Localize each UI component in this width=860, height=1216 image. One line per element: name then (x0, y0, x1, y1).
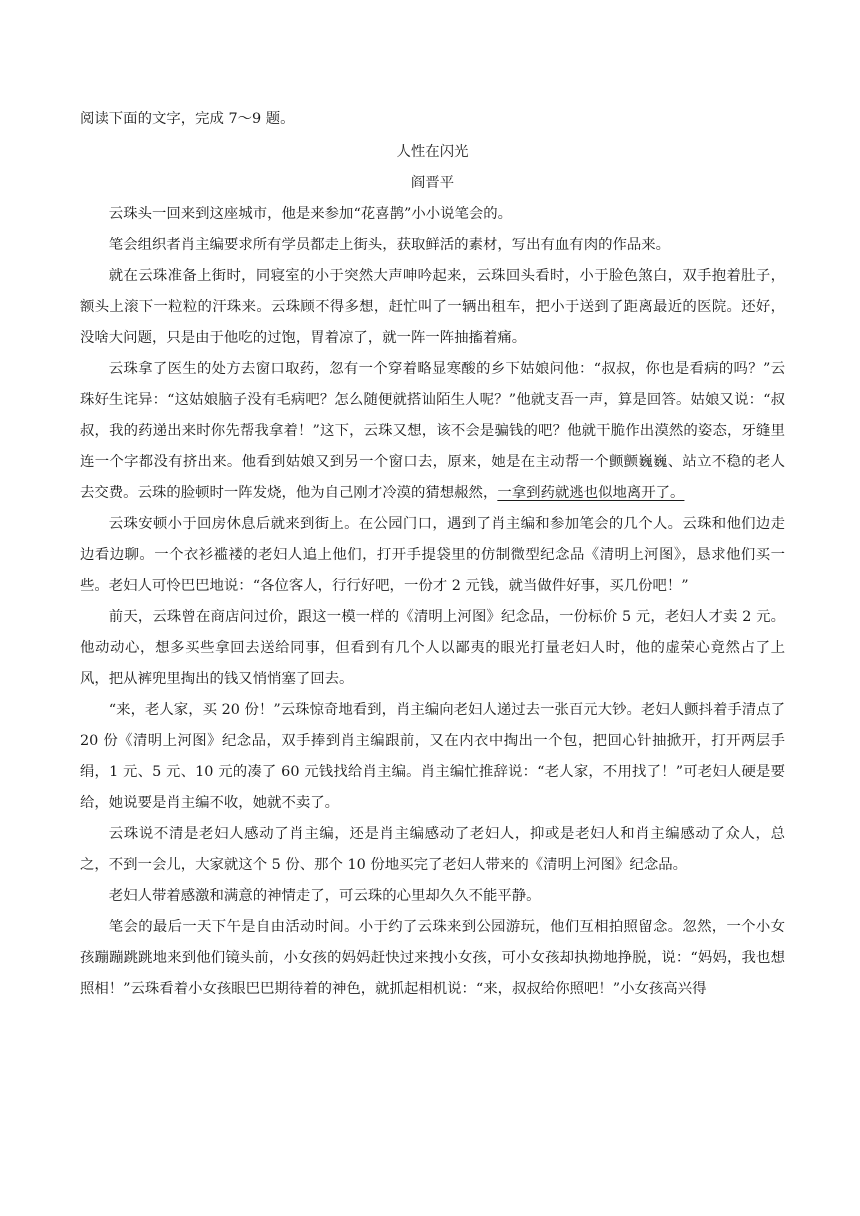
underlined-phrase: 一拿到药就逃也似地离开了。 (497, 485, 685, 501)
paragraph-4-text: 云珠拿了医生的处方去窗口取药，忽有一个穿着略显寒酸的乡下姑娘问他：“叔叔，你也是看病的吗？”云珠好生诧异：“这姑娘脑子没有毛病吧？怎么随便就搭讪陌生人呢？”他就支吾一声，算是回答。姑娘又说：“叔叔，我的药递出来时你先帮我拿着！”这下，云珠又想，该不会是骗钱的吧？他就干脆作出漠然的姿态，牙缝里连一个字都没有挤出来。他看到姑娘又到另一个窗口去，原来，她是在主动帮一个颤颤巍巍、站立不稳的老人去交费。云珠的脸顿时一阵发烧，他为自己刚才冷漠的猜想赧然， (80, 361, 785, 501)
reading-instruction: 阅读下面的文字，完成 7～9 题。 (80, 111, 295, 127)
paragraph-1: 云珠头一回来到这座城市，他是来参加“花喜鹊”小小说笔会的。 (108, 206, 513, 222)
paragraph-3: 就在云珠准备上街时，同寝室的小于突然大声呻吟起来，云珠回头看时，小于脸色煞白，双手抱着肚子，额头上滚下一粒粒的汗珠来。云珠顾不得多想，赶忙叫了一辆出租车，把小于送到了距离最近的医院。还好，没啥大问题，只是由于他吃的过饱，胃着凉了，就一阵一阵抽搐着痛。 (80, 268, 785, 346)
article-title: 人性在闪光 (396, 144, 469, 160)
paragraph-2: 笔会组织者肖主编要求所有学员都走上街头，获取鲜活的素材，写出有血有肉的作品来。 (108, 237, 671, 253)
paragraph-10: 笔会的最后一天下午是自由活动时间。小于约了云珠来到公园游玩，他们互相拍照留念。忽然，一个小女孩蹦蹦跳跳地来到他们镜头前，小女孩的妈妈赶快过来拽小女孩，可小女孩却执拗地挣脱，说：“妈妈，我也想照相！”云珠看着小女孩眼巴巴期待着的神色，就抓起相机说：“来，叔叔给你照吧！”小女孩高兴得 (80, 919, 785, 997)
paragraph-9: 老妇人带着感激和满意的神情走了，可云珠的心里却久久不能平静。 (108, 888, 541, 904)
article-author: 阎晋平 (410, 175, 455, 191)
paragraph-7: “来，老人家，买 20 份！”云珠惊奇地看到，肖主编向老妇人递过去一张百元大钞。老妇人颤抖着手清点了 20 份《清明上河图》纪念品，双手捧到肖主编跟前，又在内衣中掏出一个包，把回心针抽掀开，打开两层手绢，1 元、5 元、10 元的凑了 60 元钱找给肖主编。肖主编忙推辞说：“老人家，不用找了！”可老妇人硬是要给，她说要是肖主编不收，她就不卖了。 (80, 702, 785, 811)
paragraph-8: 云珠说不清是老妇人感动了肖主编，还是肖主编感动了老妇人，抑或是老妇人和肖主编感动了众人，总之，不到一会儿，大家就这个 5 份、那个 10 份地买完了老妇人带来的《清明上河图》纪念品。 (80, 826, 785, 873)
paragraph-5: 云珠安顿小于回房休息后就来到街上。在公园门口，遇到了肖主编和参加笔会的几个人。云珠和他们边走边看边聊。一个衣衫褴褛的老妇人追上他们，打开手提袋里的仿制微型纪念品《清明上河图》，恳求他们买一些。老妇人可怜巴巴地说：“各位客人，行行好吧，一份才 2 元钱，就当做件好事，买几份吧！” (80, 516, 785, 594)
document-page (80, 104, 785, 1005)
paragraph-4 (80, 354, 785, 509)
paragraph-6: 前天，云珠曾在商店问过价，跟这一模一样的《清明上河图》纪念品，一份标价 5 元，老妇人才卖 2 元。他动动心，想多买些拿回去送给同事，但看到有几个人以鄙夷的眼光打量老妇人时，他的虚荣心竟然占了上风，把从裤兜里掏出的钱又悄悄塞了回去。 (80, 609, 785, 687)
